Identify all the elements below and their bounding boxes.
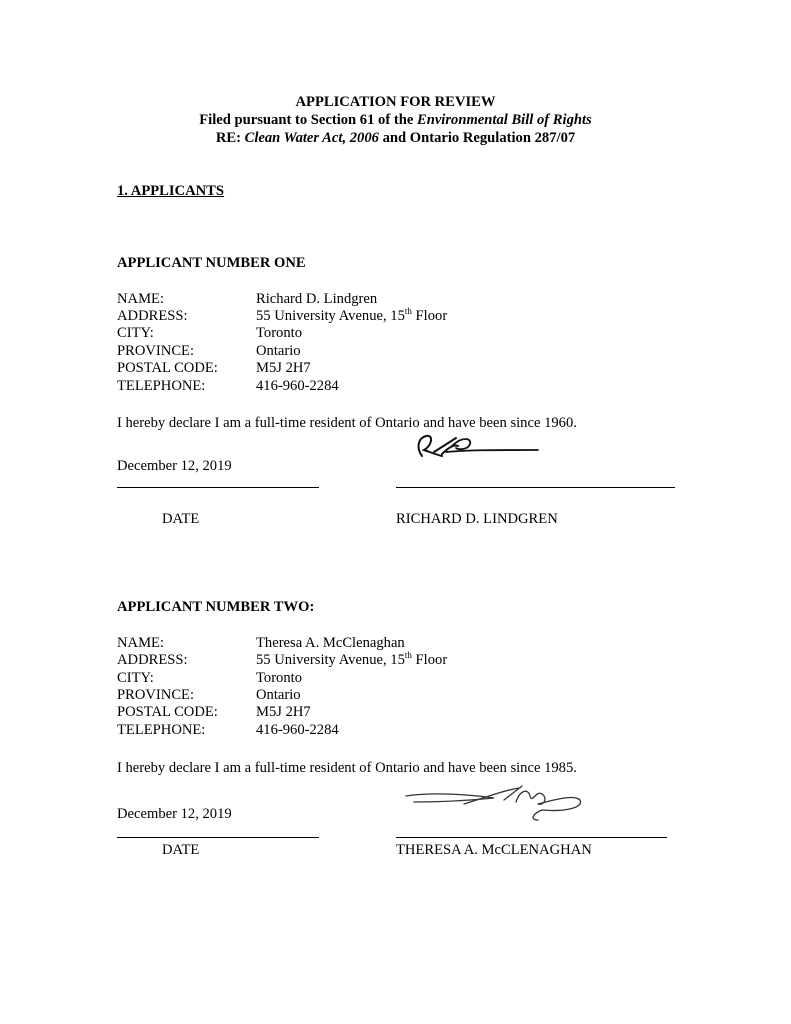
applicant-two-date-caption: DATE (162, 842, 200, 858)
applicant-two-postal-value: M5J 2H7 (256, 704, 311, 720)
applicant-two-city-value: Toronto (256, 670, 302, 686)
applicant-one-date: December 12, 2019 (117, 458, 232, 474)
applicant-one-city-value: Toronto (256, 325, 302, 341)
re-prefix: RE: (215, 130, 245, 146)
applicant-two-province-value: Ontario (256, 687, 301, 703)
applicant-one-name-label: NAME: (117, 291, 165, 307)
applicant-two-name-value: Theresa A. McClenaghan (256, 635, 405, 651)
applicant-one-signer-caption: RICHARD D. LINDGREN (396, 511, 558, 527)
signature-image-one (408, 430, 540, 464)
applicant-one-province-label: PROVINCE: (117, 343, 195, 359)
applicant-one-postal-value: M5J 2H7 (256, 360, 311, 376)
re-italic-act: Clean Water Act, 2006 (244, 130, 379, 146)
re-suffix: and Ontario Regulation 287/07 (378, 130, 576, 146)
applicant-two-province-label: PROVINCE: (117, 687, 195, 703)
applicant-two-date-line (117, 837, 319, 838)
applicant-two-declaration: I hereby declare I am a full-time resident of Ontario and have been since 1985. (117, 760, 577, 776)
applicant-two-telephone-label: TELEPHONE: (117, 722, 206, 738)
address-prefix: 55 University Avenue, 15 (256, 308, 405, 324)
applicant-one-address-value (256, 308, 447, 326)
address-superscript: th (404, 306, 412, 317)
address-prefix: 55 University Avenue, 15 (256, 652, 405, 668)
subtitle-prefix: Filed pursuant to Section 61 of the (199, 112, 417, 128)
signature-image-two (404, 780, 584, 822)
applicant-one-date-caption: DATE (162, 511, 200, 527)
applicant-two-address-label: ADDRESS: (117, 652, 188, 668)
applicant-two-telephone-value: 416-960-2284 (256, 722, 339, 738)
applicant-two-heading: APPLICANT NUMBER TWO: (117, 599, 315, 615)
applicant-one-postal-label: POSTAL CODE: (117, 360, 218, 376)
applicant-one-heading: APPLICANT NUMBER ONE (117, 255, 306, 271)
applicant-one-signature-line (396, 487, 675, 488)
applicant-one-province-value: Ontario (256, 343, 301, 359)
applicant-two-postal-label: POSTAL CODE: (117, 704, 218, 720)
document-subtitle-line-3 (0, 130, 791, 148)
section-heading: 1. APPLICANTS (117, 183, 225, 199)
document-title: APPLICATION FOR REVIEW (295, 94, 496, 110)
applicant-two-signer-caption: THERESA A. McCLENAGHAN (396, 842, 592, 858)
applicant-one-declaration: I hereby declare I am a full-time resident of Ontario and have been since 1960. (117, 415, 577, 431)
applicant-two-date: December 12, 2019 (117, 806, 232, 822)
subtitle-italic-act: Environmental Bill of Rights (416, 112, 592, 128)
document-subtitle-line-2 (0, 112, 791, 130)
applicant-two-signature-line (396, 837, 667, 838)
applicant-one-name-value: Richard D. Lindgren (256, 291, 378, 307)
applicant-two-address-value (256, 652, 447, 670)
address-suffix: Floor (411, 308, 448, 324)
applicant-one-address-label: ADDRESS: (117, 308, 188, 324)
applicant-two-city-label: CITY: (117, 670, 154, 686)
applicant-one-date-line (117, 487, 319, 488)
applicant-one-city-label: CITY: (117, 325, 154, 341)
address-suffix: Floor (411, 652, 448, 668)
applicant-one-telephone-value: 416-960-2284 (256, 378, 339, 394)
applicant-two-name-label: NAME: (117, 635, 165, 651)
applicant-one-telephone-label: TELEPHONE: (117, 378, 206, 394)
address-superscript: th (404, 650, 412, 661)
